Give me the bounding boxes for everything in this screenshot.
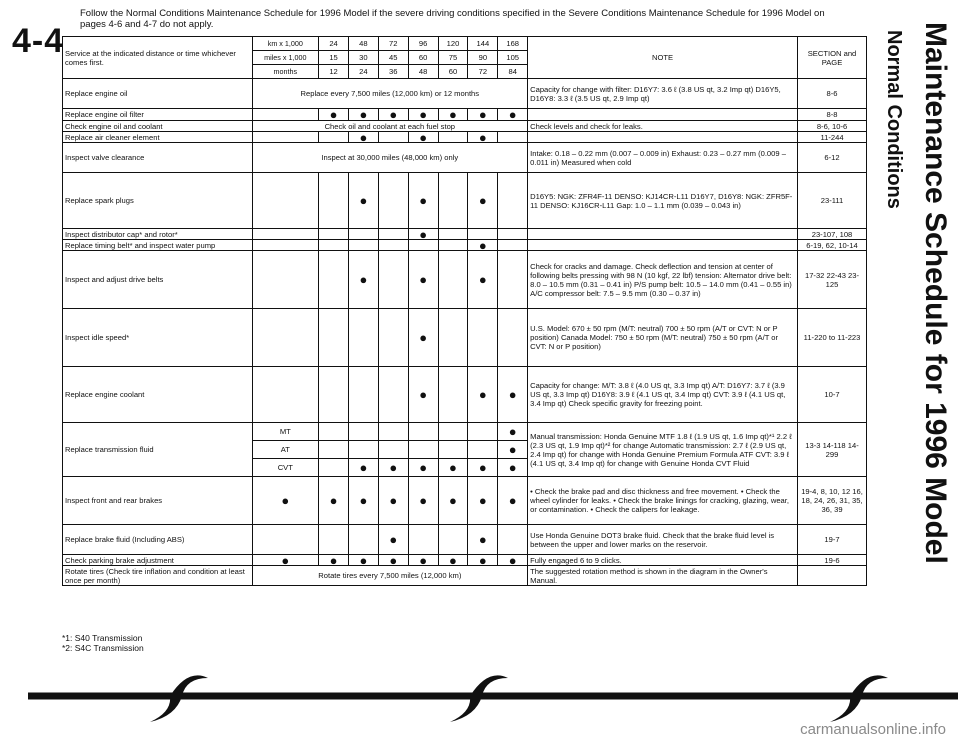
section-page: 23-107, 108	[798, 229, 867, 240]
item-label: Replace engine coolant	[63, 367, 253, 423]
km-label: km x 1,000	[252, 37, 319, 51]
note-text: Capacity for change: M/T: 3.8 ℓ (4.0 US qt, 3.3 Imp qt) A/T: D16Y7: 3.7 ℓ (3.9 US qt, 3.3 Imp qt) D16Y8: 3.9 ℓ (4.1 US qt, 3.4 Imp qt) CVT: 3.9 ℓ (4.1 US qt, 3.4 Imp qt) Check specific gravity for freezing point.	[528, 367, 798, 423]
section-page: 8-8	[798, 109, 867, 121]
note-text: Intake: 0.18 – 0.22 mm (0.007 – 0.009 in) Exhaust: 0.23 – 0.27 mm (0.009 – 0.011 in) Measured when cold	[528, 143, 798, 173]
km-value: 144	[468, 37, 498, 51]
section-page: 6-12	[798, 143, 867, 173]
service-dot: ●	[252, 555, 319, 566]
note-text: The suggested rotation method is shown in the diagram in the Owner's Manual.	[528, 566, 798, 586]
item-label: Replace timing belt* and inspect water pump	[63, 240, 253, 251]
miles-value: 60	[408, 51, 438, 65]
section-page: 10-7	[798, 367, 867, 423]
service-dot: ●	[348, 477, 378, 525]
service-dot: ●	[348, 555, 378, 566]
months-label: months	[252, 65, 319, 79]
footnote: *1: S40 Transmission	[62, 633, 143, 643]
service-dot: ●	[378, 477, 408, 525]
service-dot: ●	[468, 109, 498, 121]
service-dot: ●	[348, 132, 378, 143]
item-label: Replace brake fluid (Including ABS)	[63, 525, 253, 555]
section-page: 19-6	[798, 555, 867, 566]
item-label: Replace transmission fluid	[63, 423, 253, 477]
miles-value: 15	[319, 51, 349, 65]
service-dot: ●	[468, 525, 498, 555]
page-number: 4-4	[12, 22, 65, 60]
note-text: D16Y5: NGK: ZFR4F-11 DENSO: KJ14CR-L11 D16Y7, D16Y8: NGK: ZFR5F-11 DENSO: KJ16CR-L11 Gap: 1.0 – 1.1 mm (0.039 – 0.043 in)	[528, 173, 798, 229]
note-text: • Check the brake pad and disc thickness and free movement. • Check the wheel cylinder for leaks. • Check the brake linings for cracking, glazing, wear, or contamination. • Check the calipers for leakage.	[528, 477, 798, 525]
note-header: NOTE	[528, 37, 798, 79]
note-text: Check levels and check for leaks.	[528, 121, 798, 132]
months-value: 72	[468, 65, 498, 79]
section-page: 19-7	[798, 525, 867, 555]
interval-text: Replace every 7,500 miles (12,000 km) or 12 months	[252, 79, 528, 109]
service-dot: ●	[378, 459, 408, 477]
service-dot: ●	[438, 555, 468, 566]
km-value: 96	[408, 37, 438, 51]
miles-label: miles x 1,000	[252, 51, 319, 65]
service-dot: ●	[408, 555, 438, 566]
interval-text: Inspect at 30,000 miles (48,000 km) only	[252, 143, 528, 173]
service-dot: ●	[319, 109, 349, 121]
section-page: 8-6	[798, 79, 867, 109]
service-dot: ●	[348, 109, 378, 121]
months-value: 48	[408, 65, 438, 79]
service-dot: ●	[498, 555, 528, 566]
service-dot: ●	[438, 109, 468, 121]
section-page: 17-32 22-43 23-125	[798, 251, 867, 309]
months-value: 36	[378, 65, 408, 79]
service-dot: ●	[498, 367, 528, 423]
item-label: Replace spark plugs	[63, 173, 253, 229]
service-dot: ●	[408, 229, 438, 240]
intro-text: Follow the Normal Conditions Maintenance Schedule for 1996 Model if the severe driving conditions specified in the Severe Conditions Maintenance Schedule for 1996 Model on pages 4-6 and 4-7 do not apply.	[80, 8, 825, 30]
service-dot: ●	[498, 477, 528, 525]
item-label: Rotate tires (Check tire inflation and condition at least once per month)	[63, 566, 253, 586]
miles-value: 105	[498, 51, 528, 65]
service-dot: ●	[468, 459, 498, 477]
service-dot: ●	[468, 477, 498, 525]
service-dot: ●	[468, 555, 498, 566]
service-dot: ●	[498, 423, 528, 441]
note-text: U.S. Model: 670 ± 50 rpm (M/T: neutral) 700 ± 50 rpm (A/T or CVT: N or P position) Canada Model: 750 ± 50 rpm (M/T: neutral) 750 ± 50 rpm (A/T or CVT: N or P position)	[528, 309, 798, 367]
section-header: SECTION and PAGE	[798, 37, 867, 79]
service-dot: ●	[438, 477, 468, 525]
service-dot: ●	[408, 173, 438, 229]
footnotes	[62, 633, 144, 653]
miles-value: 75	[438, 51, 468, 65]
service-dot: ●	[348, 251, 378, 309]
interval-text: Check oil and coolant at each fuel stop	[252, 121, 528, 132]
side-title: Maintenance Schedule for 1996 Model	[919, 22, 952, 564]
service-dot: ●	[408, 459, 438, 477]
footnote: *2: S4C Transmission	[62, 643, 144, 653]
service-dot: ●	[378, 525, 408, 555]
section-page: 19-4, 8, 10, 12 16, 18, 24, 26, 31, 35, 36, 39	[798, 477, 867, 525]
service-dot: ●	[468, 367, 498, 423]
miles-value: 30	[348, 51, 378, 65]
service-dot: ●	[319, 477, 349, 525]
service-dot: ●	[348, 459, 378, 477]
service-dot: ●	[408, 132, 438, 143]
service-dot: ●	[408, 477, 438, 525]
km-value: 168	[498, 37, 528, 51]
service-dot: ●	[378, 555, 408, 566]
months-value: 84	[498, 65, 528, 79]
maintenance-schedule-table	[62, 36, 867, 586]
service-dot: ●	[408, 251, 438, 309]
note-text: Capacity for change with filter: D16Y7: 3.6 ℓ (3.8 US qt, 3.2 Imp qt) D16Y5, D16Y8: 3.3 ℓ (3.5 US qt, 2.9 Imp qt)	[528, 79, 798, 109]
service-dot: ●	[408, 367, 438, 423]
item-label: Check engine oil and coolant	[63, 121, 253, 132]
note-text: Fully engaged 6 to 9 clicks.	[528, 555, 798, 566]
item-label: Inspect distributor cap* and rotor*	[63, 229, 253, 240]
months-value: 24	[348, 65, 378, 79]
trans-type-mt: MT	[252, 423, 319, 441]
service-dot: ●	[408, 309, 438, 367]
section-page: 13-3 14-118 14-299	[798, 423, 867, 477]
km-value: 24	[319, 37, 349, 51]
note-text: Manual transmission: Honda Genuine MTF 1.8 ℓ (1.9 US qt, 1.6 Imp qt)*¹ 2.2 ℓ (2.3 US qt, 1.9 Imp qt)*² for change Automatic transmission: 2.7 ℓ (2.9 US qt, 2.4 Imp qt) for change with Honda Genuine Premium Formula ATF CVT: 3.9 ℓ (4.1 US qt, 3.4 Imp qt) for change with Genuine Honda CVT Fluid	[528, 423, 798, 477]
service-label: Service at the indicated distance or time whichever comes first.	[63, 37, 253, 79]
trans-type-cvt: CVT	[252, 459, 319, 477]
note-text: Use Honda Genuine DOT3 brake fluid. Check that the brake fluid level is between the upper and lower marks on the reservoir.	[528, 525, 798, 555]
months-value: 12	[319, 65, 349, 79]
service-dot: ●	[498, 441, 528, 459]
km-value: 72	[378, 37, 408, 51]
service-dot: ●	[498, 109, 528, 121]
side-subtitle: Normal Conditions	[883, 30, 905, 209]
item-label: Inspect front and rear brakes	[63, 477, 253, 525]
km-value: 120	[438, 37, 468, 51]
interval-text: Rotate tires every 7,500 miles (12,000 km)	[252, 566, 528, 586]
km-value: 48	[348, 37, 378, 51]
miles-value: 45	[378, 51, 408, 65]
service-dot: ●	[468, 240, 498, 251]
item-label: Inspect valve clearance	[63, 143, 253, 173]
item-label: Replace air cleaner element	[63, 132, 253, 143]
service-dot: ●	[468, 251, 498, 309]
service-dot: ●	[348, 173, 378, 229]
trans-type-at: AT	[252, 441, 319, 459]
service-dot: ●	[468, 173, 498, 229]
service-dot: ●	[498, 459, 528, 477]
note-text: Check for cracks and damage. Check deflection and tension at center of following belts pressing with 98 N (10 kgf, 22 lbf) tension: Alternator drive belt: 8.0 – 10.5 mm (0.31 – 0.41 in) P/S pump belt: 10.5 – 14.0 mm (0.41 – 0.55 in) A/C compressor belt: 7.5 – 9.5 mm (0.30 – 0.37 in)	[528, 251, 798, 309]
section-page: 6-19, 62, 10-14	[798, 240, 867, 251]
section-page: 23-111	[798, 173, 867, 229]
service-dot: ●	[378, 109, 408, 121]
section-page: 11-220 to 11-223	[798, 309, 867, 367]
service-dot: ●	[319, 555, 349, 566]
service-dot: ●	[408, 109, 438, 121]
months-value: 60	[438, 65, 468, 79]
item-label: Replace engine oil filter	[63, 109, 253, 121]
item-label: Inspect idle speed*	[63, 309, 253, 367]
service-dot: ●	[252, 477, 319, 525]
item-label: Inspect and adjust drive belts	[63, 251, 253, 309]
section-page: 11-244	[798, 132, 867, 143]
miles-value: 90	[468, 51, 498, 65]
item-label: Check parking brake adjustment	[63, 555, 253, 566]
item-label: Replace engine oil	[63, 79, 253, 109]
section-page: 8-6, 10-6	[798, 121, 867, 132]
service-dot: ●	[438, 459, 468, 477]
watermark: carmanualsonline.info	[800, 721, 946, 738]
service-dot: ●	[468, 132, 498, 143]
